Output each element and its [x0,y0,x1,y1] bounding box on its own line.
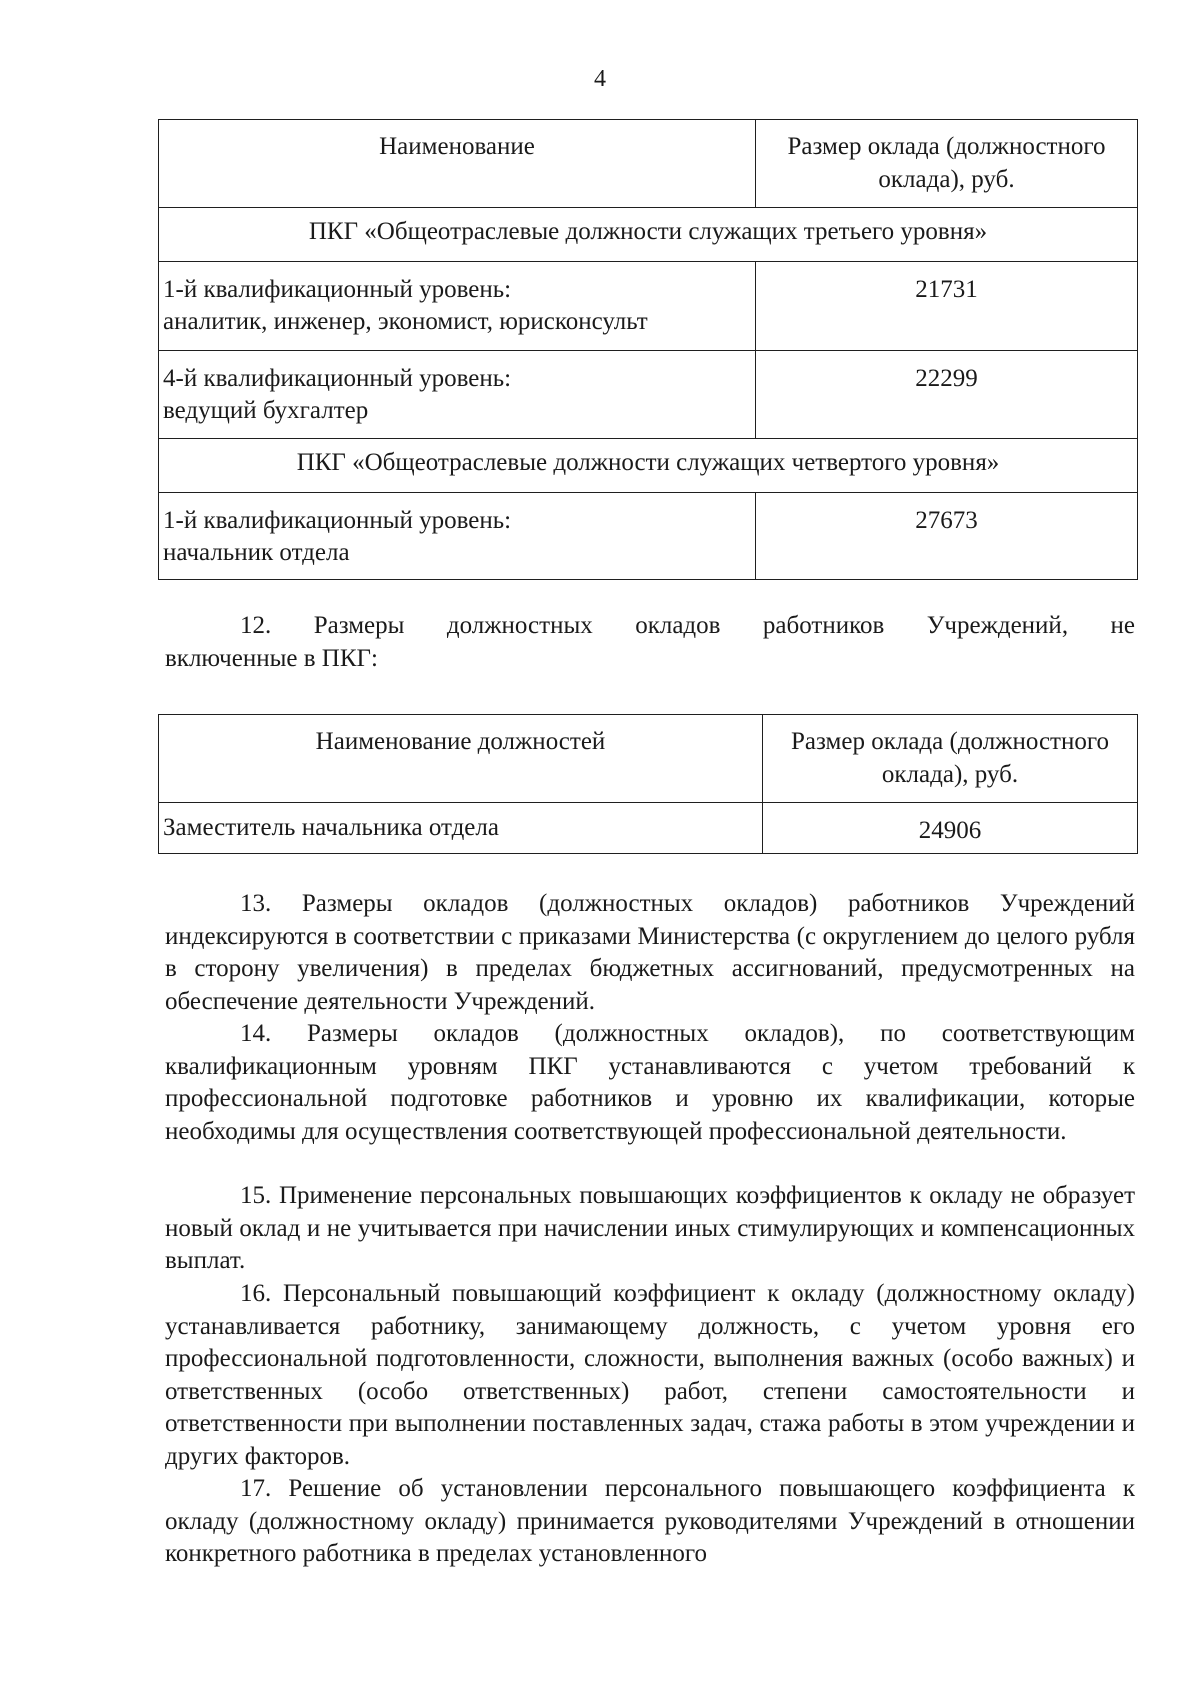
paragraph-12-line2: включенные в ПКГ: [165,644,378,672]
paragraph-16: 16. Персональный повышающий коэффициент к окладу (должностному окладу) устанавливается работнику, занимающему должность, с учетом уровня его профессиональной подготовленности, сложности, выполнения важных (особо важных) и ответственных (особо ответственных) работ, степени самостоятельности и ответственности при выполнении поставленных задач, стажа работы в этом учреждении и других факторов. [165,1280,1135,1470]
group-title-row [159,208,1138,262]
level-cell [159,262,756,351]
level-label: 1-й квалификационный уровень: [163,507,512,534]
salary-value: 21731 [756,262,1138,351]
salary-value: 27673 [756,493,1138,580]
paragraph-17: 17. Решение об установлении персонального повышающего коэффициента к окладу (должностному окладу) принимается руководителями Учреждений в отношении конкретного работника в пределах установленного [165,1475,1135,1567]
group-title-row [159,439,1138,493]
paragraph-14: 14. Размеры окладов (должностных окладов), по соответствующим квалификационным уровням ПКГ устанавливаются с учетом требований к профессиональной подготовке работников и уровню их квалификации, которые необходимы для осуществления соответствующей профессиональной деятельности. [165,1020,1135,1145]
header-name-cell [159,715,763,803]
level-label: 4-й квалификационный уровень: [163,365,512,392]
header-salary-line2: оклада), руб. [878,166,1015,193]
level-cell [159,351,756,439]
level-positions: ведущий бухгалтер [163,397,369,424]
table-row [159,262,1138,351]
header-name-cell [159,120,756,208]
table-row [159,351,1138,439]
group-title: ПКГ «Общеотраслевые должности служащих четвертого уровня» [159,439,1138,493]
salary-value: 22299 [756,351,1138,439]
paragraph-12 [165,610,1135,675]
level-positions: аналитик, инженер, экономист, юрисконсульт [163,308,648,335]
salary-table-non-pkg [158,714,1138,854]
header-salary-line1: Размер оклада (должностного [787,133,1106,160]
group-title: ПКГ «Общеотраслевые должности служащих третьего уровня» [159,208,1138,262]
salary-value: 24906 [763,803,1138,854]
header-salary-cell [763,715,1138,803]
position-name: Заместитель начальника отдела [159,803,763,854]
level-label: 1-й квалификационный уровень: [163,276,512,303]
table-row [159,493,1138,580]
paragraph-13: 13. Размеры окладов (должностных окладов) работников Учреждений индексируются в соответствии с приказами Министерства (с округлением до целого рубля в сторону увеличения) в пределах бюджетных ассигнований, предусмотренных на обеспечение деятельности Учреждений. [165,890,1135,1015]
salary-table-pkg [158,119,1138,580]
level-cell [159,493,756,580]
level-positions: начальник отдела [163,539,350,566]
header-salary-line1: Размер оклада (должностного [791,728,1109,755]
header-salary-line2: оклада), руб. [881,761,1019,788]
page-number: 4 [594,66,606,92]
header-salary-cell [756,120,1138,208]
table-row [159,803,1138,854]
table-header-row [159,120,1138,208]
header-name: Наименование должностей [315,728,606,755]
paragraph-12-line1: 12. Размеры должностных окладов работников Учреждений, не [240,612,1135,639]
table-header-row [159,715,1138,803]
header-name: Наименование [379,133,535,160]
paragraph-15: 15. Применение персональных повышающих коэффициентов к окладу не образует новый оклад и не учитывается при начислении иных стимулирующих и компенсационных выплат. [165,1182,1135,1274]
